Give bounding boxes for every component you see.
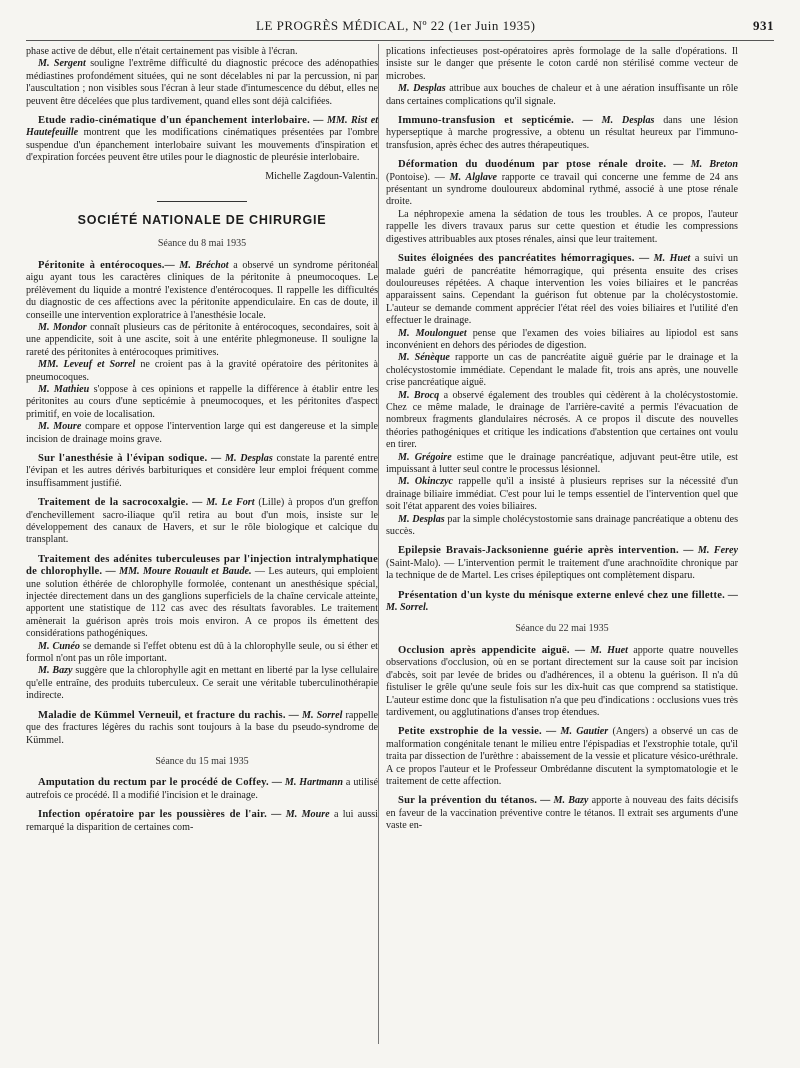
article: Immuno-transfusion et septicémie. — M. Desplas dans une lésion hyperseptique à marche progressive, a obtenu un résultat heureux par l'immuno-transfusion, après échec des autres thérapeutiques. (386, 115, 739, 151)
article: Epilepsie Bravais-Jacksonienne guérie après intervention. — M. Ferey (Saint-Malo). — L'intervention permit le traitement d'une arachnoïdite chronique par la technique de de Martel. Les crises épileptiques ont complètement disparu. (386, 545, 738, 582)
article-title: Immuno-transfusion et septicémie. (398, 115, 574, 127)
section-rule (157, 201, 247, 202)
header-rule (26, 40, 774, 41)
paragraph: plications infectieuses post-opératoires après formolage de la salle d'opérations. Il insiste sur le danger que présente le coton cardé non stérilisé comme vecteur de microbes. (386, 46, 738, 82)
article: Présentation d'un kyste du ménisque externe enlevé chez une fillette. — M. Sorrel. (386, 589, 738, 614)
article-title: Sur l'anesthésie à l'évipan sodique. (38, 452, 208, 464)
paragraph: phase active de début, elle n'était certainement pas visible à l'écran. (26, 46, 298, 57)
article: Infection opératoire par les poussières de l'air. — M. Moure a lui aussi remarqué la disparition de certaines com- (26, 809, 378, 833)
seance-date: Séance du 15 mai 1935 (155, 755, 249, 767)
article-title: Maladie de Kümmel Verneuil, et fracture du rachis. (38, 709, 286, 721)
column-divider (378, 44, 379, 1044)
article: Petite exstrophie de la vessie. — M. Gautier (Angers) a observé un cas de malformation congénitale tenant le milieu entre l'épispadias et l'exstrophie totale, qu'il traita par dissection de l'urèthre : abaissement de la vessie et plicature vésico-uréthrale. A ce propos l'auteur et le Professeur Ombrédanne discutent la symptomatologie et le traitement de cette affection. (386, 726, 738, 787)
paragraph: M. Desplas attribue aux bouches de chaleur et à une aération insuffisante un rôle dans certaines complications qu'il signale. (386, 83, 739, 107)
left-column (26, 46, 378, 834)
paragraph: M. Mathieu s'oppose à ces opinions et rappelle la différence à établir entre les péritonites au cours d'une septicémie à pneumocoques, et les péritonites d'aspect primitif, en voie de localisation. (26, 383, 378, 420)
seance-date: Séance du 8 mai 1935 (157, 238, 247, 250)
article: Sur la prévention du tétanos. — M. Bazy apporte à nouveau des faits décisifs en faveur de la vaccination préventive contre le tétanos. Il extrait ses arguments d'une vaste en- (386, 795, 739, 832)
article-title: Déformation du duodénum par ptose rénale droite. (398, 159, 667, 171)
paragraph: M. Brocq a observé également des troubles qui cèdèrent à la cholécystostomie. Chez ce même malade, le drainage de l'arrière-cavité a permis l'évacuation de nombreux fragments glandulaires nécrosés. A ce propos il discute des nouvelles théories pathogéniques et critique les indications d'abstention que certaines ont voulu en tirer. (386, 389, 739, 451)
article-title: Péritonite à entérocoques. (38, 259, 165, 271)
paragraph: M. Cunéo se demande si l'effet obtenu est dû à la chlorophylle seule, ou si éther et formol n'ont pas un rôle important. (26, 640, 378, 665)
article-title: Etude radio-cinématique d'un épanchement interlobaire. (38, 115, 310, 127)
article: Déformation du duodénum par ptose rénale droite. — M. Breton (Pontoise). — M. Alglave rapporte ce travail qui concerne une femme de 24 ans présentant un syndrome douloureux abdominal rythmé, associé à une ptose rénale droite. (386, 159, 738, 208)
article: Suites éloignées des pancréatites hémorragiques. — M. Huet a suivi un malade guéri de pancréatite hémorragique, qui présenta ensuite des crises douloureuses répétées. A chaque intervention les voies biliaires et le pancréas apparaissent sains. Cependant la guérison fut obtenue par la cholécystostomie. L'auteur se demande comment apprécier l'état réel des voies biliaires et l'utilité d'en effectuer le drainage. (386, 253, 738, 327)
article-title: Amputation du rectum par le procédé de Coffey. (38, 777, 269, 789)
paragraph: M. Mondor connaît plusieurs cas de péritonite à entérocoques, secondaires, soit à une appendicite, soit à une ascite, soit à une entérite phlegmoneuse. Il souligne la rareté des péritonites à entérocoques primitives. (26, 321, 378, 358)
journal-title: LE PROGRÈS MÉDICAL, Nº 22 (1er Juin 1935) (256, 18, 536, 33)
article-title: Petite exstrophie de la vessie. (398, 726, 542, 738)
paragraph: M. Grégoire estime que le drainage pancréatique, adjuvant peut-être utile, est impuissant à lutter seul contre le processus lésionnel. (386, 451, 738, 475)
seance-date: Séance du 22 mai 1935 (515, 623, 609, 635)
article: Sur l'anesthésie à l'évipan sodique. — M. Desplas constate la parenté entre l'évipan et les autres dérivés barbituriques et considère leur emploi fréquent comme insuffisamment justifié. (26, 452, 378, 489)
article: Péritonite à entérocoques.— M. Bréchot a observé un syndrome péritonéal aigu ayant tous les caractères cliniques de la péritonite à pneumocoques. Le prélèvement du liquide a montré l'existence d'entérocoques. Il rappelle les difficultés du diagnostic de ces affections avec la péritonite appendiculaire. En cas de doute, il conseille une intervention exploratrice à l'anesthésie locale. (26, 259, 378, 321)
page-number: 931 (753, 18, 774, 33)
paragraph: MM. Leveuf et Sorrel ne croient pas à la gravité opératoire des péritonites à pneumocoques. (26, 359, 378, 383)
paragraph: La néphropexie amena la sédation de tous les troubles. A ce propos, l'auteur rappelle les divers travaux parus sur cette question et étudie les compressions digestives attribuables aux ptoses rénales, ainsi que leur traitement. (386, 208, 738, 245)
paragraph: M. Moure compare et oppose l'intervention large qui est dangereuse et la simple incision de drainage moins grave. (26, 421, 378, 445)
article: Traitement des adénites tuberculeuses par l'injection intralymphatique de chlorophylle. — MM. Moure Rouault et Baude. — Les auteurs, qui emploient une solution éthérée de chlorophylle formolée, contenant un anesthésique spécial, injectée directement dans un des ganglions superficiels de la chaîne cervicale atteinte, apportent une statistique de 112 cas avec des résultats favorables. Le traitement amènerait la guérison après trois mois environ. A ce propos ils émettent des considérations pathogéniques. (26, 553, 378, 640)
article-title: Traitement des adénites tuberculeuses par l'injection intralymphatique de chlorophylle. (26, 553, 378, 578)
paragraph: M. Bazy suggère que la chlorophylle agit en mettant en liberté par la lyse cellulaire qu'elle entraîne, des produits tuberculeux. Ce serait une véritable tuberculinothérapie indirecte. (26, 665, 378, 702)
article-title: Occlusion après appendicite aiguë. (398, 644, 570, 656)
article-title: Epilepsie Bravais-Jacksonienne guérie après intervention. (398, 545, 679, 557)
page-header (26, 18, 774, 38)
article: Etude radio-cinématique d'un épanchement interlobaire. — MM. Rist et Hautefeuille montrent que les modifications cinématiques présentées par l'ombre suspendue d'un épanchement interlobaire suivant les mouvements d'inspiration et d'expiration forcées peuvent être utiles pour le diagnostic de pleurésie interlobaire. (26, 115, 378, 164)
paragraph: M. Sergent souligne l'extrême difficulté du diagnostic précoce des adénopathies médiastines profondément situées, qui ne sont décelables ni par la percussion, ni par l'auscultation ; non visibles sous l'écran à leur stade d'intumescence du début, elles ne peuvent être décelées que plus tardivement, quand elles sont déjà calcifiées. (26, 58, 379, 107)
paragraph: M. Okinczyc rappelle qu'il a insisté à plusieurs reprises sur la nécessité d'un drainage biliaire immédiat. C'est pour lui le temps essentiel de l'intervention quel que soit l'état apparent des voies biliaires. (386, 476, 738, 513)
article-title: Suites éloignées des pancréatites hémorragiques. (398, 253, 635, 265)
article: Maladie de Kümmel Verneuil, et fracture du rachis. — M. Sorrel rappelle que des fractures légères du rachis sont toujours à la base du pseudo-syndrome de Kümmel. (26, 709, 379, 746)
paragraph: M. Desplas par la simple cholécystostomie sans drainage pancréatique a obtenu des succès. (386, 513, 739, 538)
paragraph: M. Moulonguet pense que l'examen des voies biliaires au lipiodol est sans inconvénient en dehors des périodes de digestion. (386, 327, 738, 351)
article: Traitement de la sacrocoxalgie. — M. Le Fort (Lille) à propos d'un greffon d'enchevillement sacro-iliaque qu'il retira au bout d'un mois, insiste sur le développement des canaux de Havers, et sur le rôle biologique et calcique du transplant. (26, 497, 378, 546)
section-title: SOCIÉTÉ NATIONALE DE CHIRURGIE (77, 213, 327, 228)
article-title: Présentation d'un kyste du ménisque externe enlevé chez une fillette. (398, 589, 725, 601)
article: Occlusion après appendicite aiguë. — M. Huet apporte quatre nouvelles observations d'occlusion, où en se portant directement sur la cause soit par incision d'abcès, soit par levée de brides ou d'adhérences, il a obtenu la guérison. Il n'a dû fistuliser le grêle qu'une seule fois sur les dix-huit cas que comprend sa statistique. L'auteur estime donc que la fistulisation n'a que peu d'indications : occlusions vues très tardivement, ou agglutinations d'anses trop étendues. (386, 644, 739, 718)
article: Amputation du rectum par le procédé de Coffey. — M. Hartmann a utilisé autrefois ce procédé. Il a modifié l'incision et le drainage. (26, 777, 379, 801)
article-title: Infection opératoire par les poussières de l'air. (38, 809, 267, 821)
right-column (386, 46, 738, 833)
article-title: Traitement de la sacrocoxalgie. (38, 497, 189, 509)
signature: Michelle Zagdoun-Valentin. (265, 170, 378, 182)
paragraph: M. Sénèque rapporte un cas de pancréatite aiguë guérie par le drainage et la cholécystostomie immédiate. Cependant le malade fit, trois ans après, une nouvelle crise pancréatique aiguë. (386, 352, 738, 389)
article-title: Sur la prévention du tétanos. (398, 795, 538, 807)
